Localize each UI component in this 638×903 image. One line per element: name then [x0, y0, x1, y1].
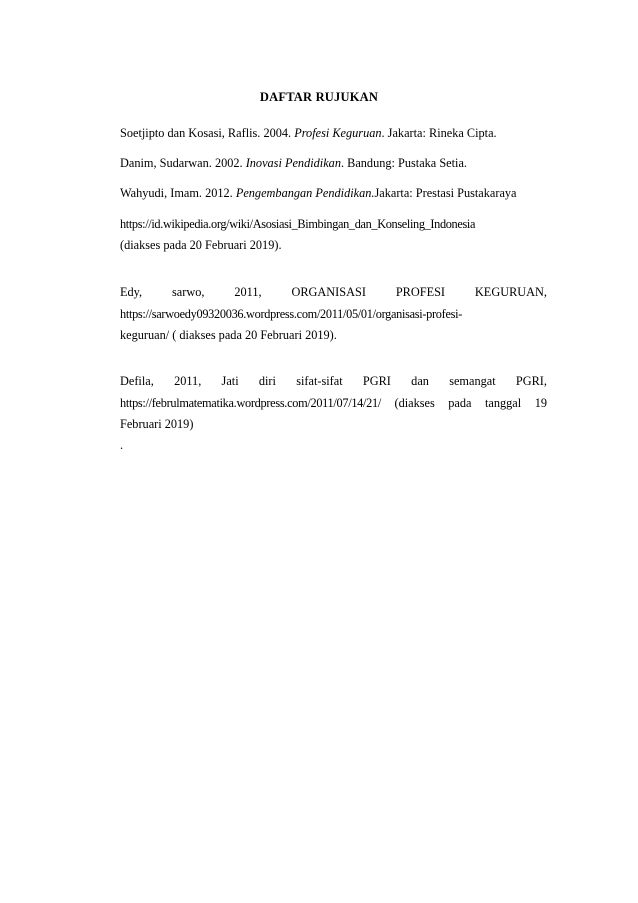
book-title: Pengembangan Pendidikan. — [235, 186, 375, 200]
reference-word: Jati — [221, 374, 239, 388]
reference-word: 19 — [534, 396, 547, 410]
reference-edy-line1 — [120, 285, 547, 300]
reference-word: 2011, — [234, 285, 262, 299]
reference-wahyudi — [120, 186, 517, 201]
reference-word: diri — [258, 374, 276, 388]
reference-word: KEGURUAN, — [474, 285, 547, 299]
reference-word: Edy, — [120, 285, 143, 299]
reference-word: pada — [448, 396, 472, 410]
reference-word: Defila, — [120, 374, 154, 388]
reference-defila-accessed: Februari 2019) — [120, 417, 194, 431]
reference-text: . Jakarta: Rineka Cipta. — [381, 126, 497, 140]
reference-defila-line1 — [120, 374, 547, 389]
reference-word: sarwo, — [171, 285, 205, 299]
reference-word: PROFESI — [395, 285, 446, 299]
reference-wikipedia-url: https://id.wikipedia.org/wiki/Asosiasi_Bimbingan_dan_Konseling_Indonesia — [120, 217, 476, 231]
reference-word: 2011, — [174, 374, 202, 388]
reference-danim — [120, 156, 467, 171]
reference-word: sifat-sifat — [296, 374, 343, 388]
reference-text: Jakarta: Prestasi Pustakaraya — [374, 186, 517, 200]
reference-word: ORGANISASI — [291, 285, 366, 299]
reference-text: . Bandung: Pustaka Setia. — [340, 156, 467, 170]
reference-word: PGRI, — [515, 374, 547, 388]
reference-text: Soetjipto dan Kosasi, Raflis. 2004. — [120, 126, 295, 140]
trailing-period: . — [120, 438, 124, 452]
reference-edy-url: https://sarwoedy09320036.wordpress.com/2011/05/01/organisasi-profesi- — [120, 307, 463, 321]
book-title: Profesi Keguruan — [294, 126, 382, 140]
page-title: DAFTAR RUJUKAN — [259, 90, 379, 104]
reference-word: tanggal — [484, 396, 522, 410]
book-title: Inovasi Pendidikan — [245, 156, 341, 170]
reference-text: Danim, Sudarwan. 2002. — [120, 156, 246, 170]
reference-defila-line2 — [120, 396, 547, 411]
reference-edy-accessed: keguruan/ ( diakses pada 20 Februari 2019). — [120, 328, 337, 342]
reference-word: semangat — [449, 374, 496, 388]
reference-word: dan — [411, 374, 429, 388]
reference-word: (diakses — [394, 396, 435, 410]
reference-defila-url: https://februlmatematika.wordpress.com/2011/07/14/21/ — [120, 396, 381, 410]
reference-text: Wahyudi, Imam. 2012. — [120, 186, 236, 200]
reference-soetjipto — [120, 126, 497, 141]
reference-wikipedia-accessed: (diakses pada 20 Februari 2019). — [120, 238, 282, 252]
reference-word: PGRI — [362, 374, 391, 388]
